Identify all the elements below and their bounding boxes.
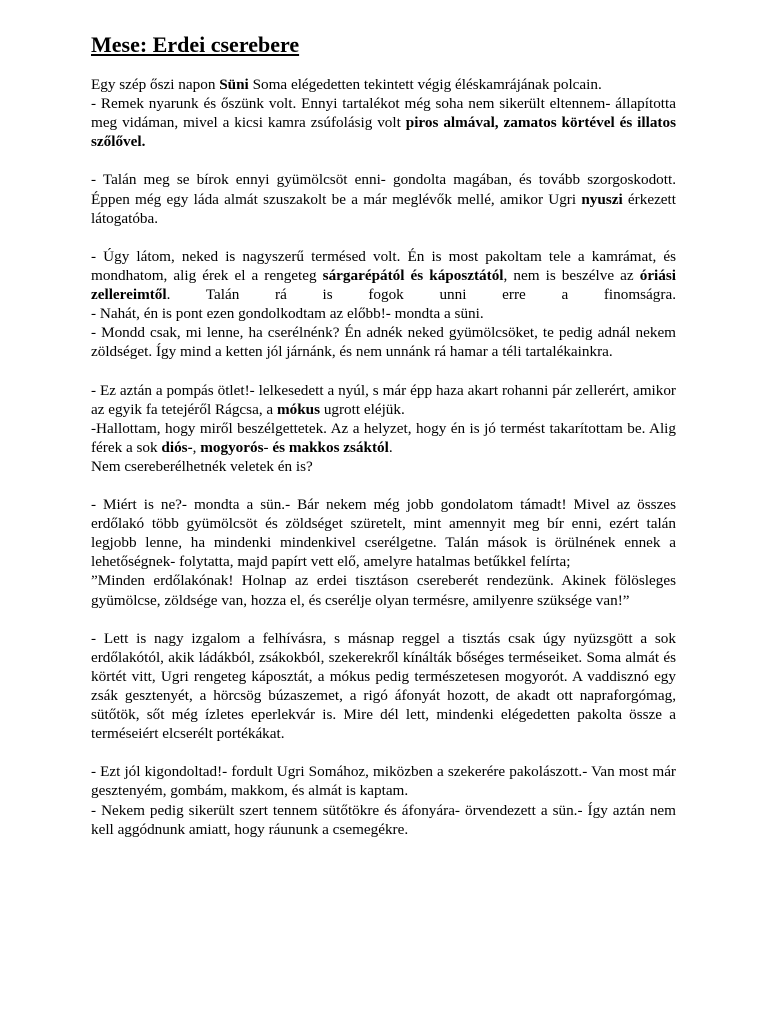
paragraph-7: - Ez aztán a pompás ötlet!- lelkesedett a nyúl, s már épp haza akart rohanni pár zellerért, amikor az egyik fa tetejéről Rágcsa, a mókus ugrott eléjük.: [91, 381, 676, 418]
paragraph-8: -Hallottam, hogy miről beszélgettetek. Az a helyzet, hogy én is jó termést takarítottam be. Alig férek a sok diós-, mogyorós- és makkos zsáktól.: [91, 419, 676, 456]
paragraph-11-notice: ”Minden erdőlakónak! Holnap az erdei tisztáson csereberét rendezünk. Akinek fölösleges gyümölcse, zöldsége van, hozza el, és cserélje olyan termésre, amilyenre szüksége van!”: [91, 572, 676, 609]
paragraph-9: Nem csereberélhetnék veletek én is?: [91, 457, 313, 475]
paragraph-12: - Lett is nagy izgalom a felhívásra, s másnap reggel a tisztás csak úgy nyüzsgött a sok erdőlakótól, akik ládákból, zsákokból, szekerekről kínálták bőséges terméseiket. Soma almát és körtét vitt, Ugri rengeteg káposztát, a mókus pedig természetesen mogyorót. A vaddisznó egy zsák gesztenyét, a hörcsög búzaszemet, a rigó áfonyát hozott, de akadt ott napraforgómag, sütőtök, sőt még ízletes eperlekvár is. Mire dél lett, mindenki elégedetten pakolta össze a terméseiért elcserélt portékákat.: [91, 629, 676, 743]
paragraph-14: - Nekem pedig sikerült szert tennem sütőtökre és áfonyára- örvendezett a sün.- Így aztán nem kell aggódnunk amiatt, hogy ráununk a csemegékre.: [91, 801, 676, 838]
paragraph-13: - Ezt jól kigondoltad!- fordult Ugri Somához, miközben a szekerére pakolászott.- Van most már gesztenyém, gombám, makkom, és almát is kaptam.: [91, 763, 676, 800]
paragraph-1: Egy szép őszi napon Süni Soma elégedetten tekintett végig éléskamrájának polcain.: [91, 76, 602, 93]
paragraph-5: - Nahát, én is pont ezen gondolkodtam az előbb!- mondta a süni.: [91, 305, 484, 323]
paragraph-3: - Talán meg se bírok ennyi gyümölcsöt enni- gondolta magában, és tovább szorgoskodott. Éppen még egy láda almát szuszakolt be a már meglévők mellé, amikor Ugri nyuszi érkezett látogatóba.: [91, 171, 676, 227]
story-body: [91, 75, 676, 839]
story-title: Mese: Erdei cserebere: [91, 32, 300, 57]
paragraph-2: - Remek nyarunk és őszünk volt. Ennyi tartalékot még soha nem sikerült eltennem- állapította meg vidáman, mivel a kicsi kamra zsúfolásig volt piros almával, zamatos körtével és illatos szőlővel.: [91, 95, 676, 151]
paragraph-6: - Mondd csak, mi lenne, ha cserélnénk? Én adnék neked gyümölcsöket, te pedig adnál nekem zöldséget. Így mind a ketten jól járnánk, és nem unnánk rá hamar a téli tartalékainkra.: [91, 324, 676, 361]
paragraph-10: - Miért is ne?- mondta a sün.- Bár nekem még jobb gondolatom támadt! Mivel az összes erdőlakó több gyümölcsöt és zöldséget szüretelt, mint amennyit meg bír enni, ezért talán legjobb lenne, ha mindenki mindenkivel cserélgetne. Talán mások is örülnének ennek a lehetőségnek- folytatta, majd papírt vett elő, amelyre hatalmas betűkkel felírta;: [91, 496, 676, 571]
paragraph-4: - Úgy látom, neked is nagyszerű termésed volt. Én is most pakoltam tele a kamrámat, és mondhatom, alig érek el a rengeteg sárgarépától és káposztától, nem is beszélve az óriási zellereimtől. Talán rá is fogok unni erre a finomságra.: [91, 247, 676, 304]
